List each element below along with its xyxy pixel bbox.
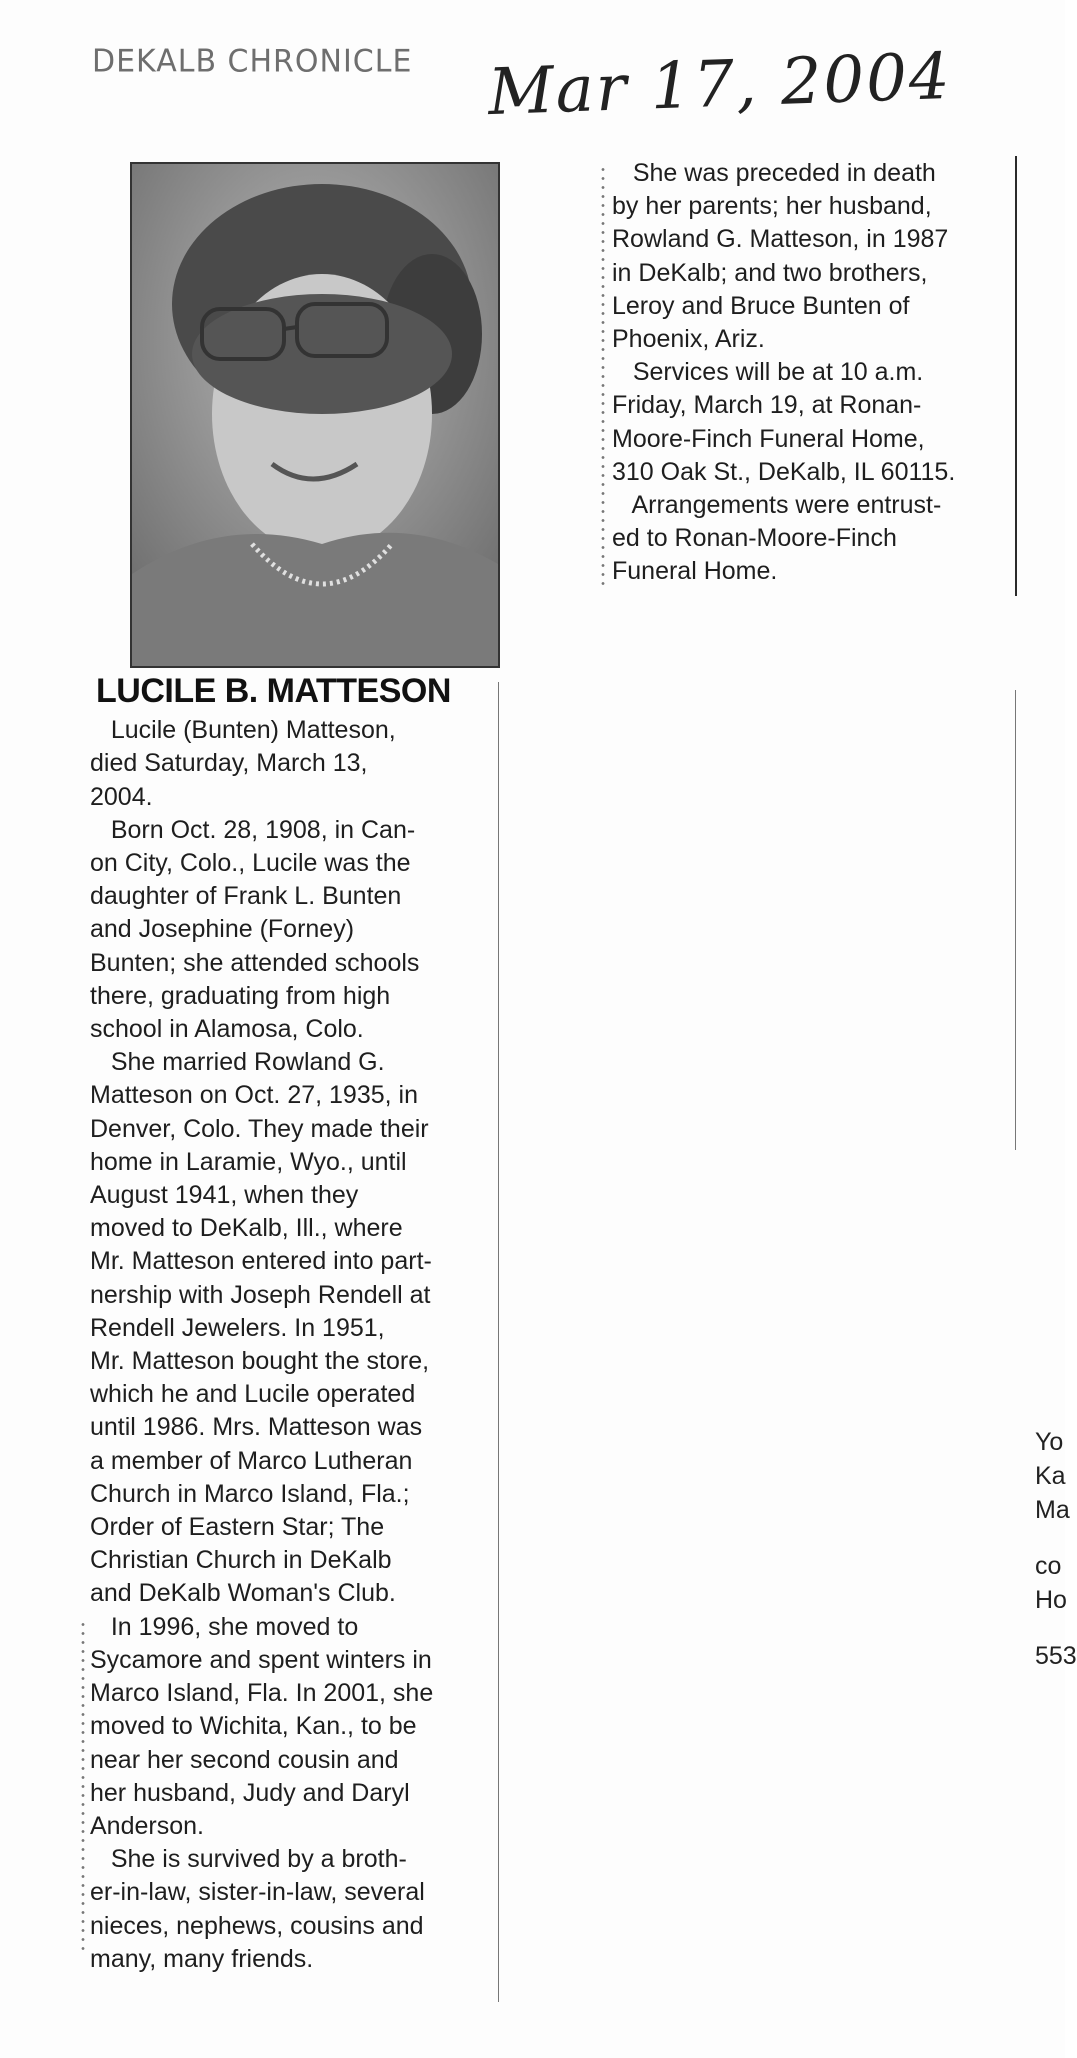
portrait-image: [132, 164, 498, 666]
obituary-text-line: In 1996, she moved to: [90, 1612, 359, 1641]
obituary-right-body: [612, 157, 1007, 589]
obituary-text-line: Mr. Matteson entered into part-: [90, 1247, 432, 1276]
obituary-text-line: Funeral Home.: [612, 557, 778, 586]
column-divider-left: [498, 682, 499, 2002]
column-divider-right: [1015, 156, 1017, 596]
fragment-text: Yo: [1035, 1428, 1064, 1456]
obituary-text-line: Rendell Jewelers. In 1951,: [90, 1313, 385, 1342]
fragment-text: Ma: [1035, 1496, 1070, 1524]
obituary-text-line: by her parents; her husband,: [612, 192, 932, 221]
obituary-text-line: Church in Marco Island, Fla.;: [90, 1479, 410, 1508]
obituary-text-line: She is survived by a broth-: [90, 1845, 407, 1874]
obituary-text-line: in DeKalb; and two brothers,: [612, 258, 928, 287]
obituary-text-line: which he and Lucile operated: [90, 1380, 416, 1409]
handwritten-date: Mar 17, 2004: [486, 39, 953, 131]
adjacent-article-fragment: [1035, 1425, 1077, 1673]
obituary-left-column: [90, 672, 492, 1976]
clipping-edge-dots-right-column: [600, 165, 606, 585]
obituary-right-column: [612, 157, 1007, 589]
obituary-text-line: 2004.: [90, 782, 153, 811]
obituary-text-line: Bunten; she attended schools: [90, 948, 420, 977]
fragment-text: Ho: [1035, 1586, 1067, 1614]
newspaper-masthead: DEKALB CHRONICLE: [92, 43, 413, 80]
obituary-text-line: Moore-Finch Funeral Home,: [612, 424, 925, 453]
fragment-text: Ka: [1035, 1462, 1066, 1490]
obituary-text-line: home in Laramie, Wyo., until: [90, 1147, 407, 1176]
obituary-left-body: [90, 714, 492, 1976]
obituary-text-line: August 1941, when they: [90, 1181, 359, 1210]
fragment-text: 553: [1035, 1642, 1077, 1670]
clipping-edge-dots-left-column: [80, 1620, 86, 1950]
obituary-text-line: her husband, Judy and Daryl: [90, 1778, 410, 1807]
fragment-text: [1035, 1527, 1065, 1549]
obituary-text-line: there, graduating from high: [90, 981, 391, 1010]
portrait-photo: [130, 162, 500, 668]
obituary-text-line: She was preceded in death: [612, 159, 936, 187]
obituary-text-line: Rowland G. Matteson, in 1987: [612, 225, 949, 254]
obituary-text-line: and DeKalb Woman's Club.: [90, 1579, 396, 1608]
obituary-text-line: ed to Ronan-Moore-Finch: [612, 524, 897, 553]
obituary-text-line: Arrangements were entrust-: [612, 491, 942, 520]
obituary-text-line: and Josephine (Forney): [90, 915, 355, 944]
obituary-text-line: daughter of Frank L. Bunten: [90, 882, 402, 911]
obituary-text-line: Mr. Matteson bought the store,: [90, 1347, 430, 1376]
obituary-text-line: Denver, Colo. They made their: [90, 1114, 429, 1143]
obituary-text-line: on City, Colo., Lucile was the: [90, 849, 411, 878]
obituary-text-line: Order of Eastern Star; The: [90, 1513, 385, 1542]
obituary-text-line: until 1986. Mrs. Matteson was: [90, 1413, 423, 1442]
obituary-text-line: Leroy and Bruce Bunten of: [612, 291, 910, 320]
obituary-text-line: Friday, March 19, at Ronan-: [612, 391, 922, 420]
obituary-text-line: nieces, nephews, cousins and: [90, 1911, 424, 1940]
obituary-text-line: Marco Island, Fla. In 2001, she: [90, 1679, 434, 1708]
obituary-text-line: Sycamore and spent winters in: [90, 1645, 432, 1674]
obituary-text-line: er-in-law, sister-in-law, several: [90, 1878, 425, 1907]
obituary-text-line: Matteson on Oct. 27, 1935, in: [90, 1081, 418, 1110]
obituary-text-line: Services will be at 10 a.m.: [612, 358, 924, 387]
obituary-text-line: Christian Church in DeKalb: [90, 1546, 392, 1575]
obituary-text-line: nership with Joseph Rendell at: [90, 1280, 431, 1309]
obituary-text-line: Lucile (Bunten) Matteson,: [90, 716, 396, 745]
column-divider-right-lower: [1015, 690, 1016, 1150]
fragment-text: co: [1035, 1552, 1062, 1580]
obituary-text-line: moved to DeKalb, Ill., where: [90, 1214, 403, 1243]
obituary-text-line: school in Alamosa, Colo.: [90, 1015, 364, 1044]
obituary-headline: LUCILE B. MATTESON: [96, 672, 451, 710]
obituary-text-line: many, many friends.: [90, 1944, 314, 1973]
obituary-text-line: 310 Oak St., DeKalb, IL 60115.: [612, 457, 956, 486]
fragment-text: [1035, 1617, 1065, 1639]
obituary-text-line: Anderson.: [90, 1811, 204, 1840]
obituary-text-line: Phoenix, Ariz.: [612, 325, 765, 354]
obituary-text-line: a member of Marco Lutheran: [90, 1446, 413, 1475]
obituary-text-line: Born Oct. 28, 1908, in Can-: [90, 815, 416, 844]
obituary-text-line: near her second cousin and: [90, 1745, 399, 1774]
obituary-text-line: died Saturday, March 13,: [90, 749, 368, 778]
obituary-text-line: moved to Wichita, Kan., to be: [90, 1712, 417, 1741]
obituary-text-line: She married Rowland G.: [90, 1048, 385, 1077]
